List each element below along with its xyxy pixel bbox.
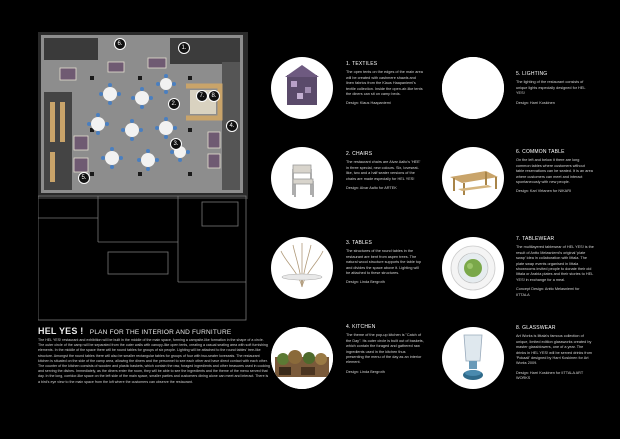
tables-credit: Design: Linda Bergroth	[346, 280, 385, 285]
tablewear-title: 7. TABLEWEAR	[516, 236, 555, 242]
tablewear-credit: Concept Design: Antto Melasniemi for IITTALA	[516, 287, 580, 297]
textiles-credit: Design: Klaus Haapaniemi	[346, 101, 391, 106]
chairs-credit: Design: Alvar Aalto for ARTEK	[346, 186, 397, 191]
callout-6: 6.	[114, 38, 126, 50]
kitchen-image	[271, 327, 333, 389]
tablewear-body: The multilayered tablewear of HEL YES! is the result of Antto Melasniemi's original 'plate swap' idea in collaboration with Iittala. The plate swap events organised in Iittala showrooms invited people to donate their old Iittala or Arabia plates and their stories to HEL YES! in exchange for a meal.	[516, 245, 594, 282]
glasswear-title: 8. GLASSWEAR	[516, 325, 556, 331]
lighting-body: The lighting of the restaurant consists of unique lights especially designed for HEL YES!	[516, 80, 586, 96]
lighting-title: 5. LIGHTING	[516, 71, 548, 77]
kitchen-body: The theme of the pop-up kitchen is "Catch of the Day". Its outer circle is built out of baskets, which contain the foraged and gathered raw ingredients used in the kitchen thus presenting the menu of the day as an interior element.	[346, 333, 424, 365]
textiles-body: The open tents on the edges of the main area will be created with cashmere shawls and linen fabrics from the Klaus Haapaniemi's textile collection. Inside the open-air-like tents the diners can sit on camp beds.	[346, 70, 423, 97]
glasswear-text	[516, 326, 594, 382]
tables-text	[346, 241, 424, 286]
plan-description: The HEL YES! restaurant and exhibition will be built in the middle of the main space, forming a campsite-like formation in the shape of a circle. The outer circle of the camp will be separated from the outer walls with canopy-like open tents, creating a casual seating area with soft furnishing elements. In the middle of the space there will be round tables for groups of six people. Lighting will be attached to the round tables' tree-like structure. Amongst the round tables there will also be smaller rectangular tables for groups of four with two-seater loveseats. The restaurant kitchen is situated on the side of the camp area, allowing the diners and the personnel to see each other and have direct contact with each other. The counter of the kitchen consists of wooden and plastic baskets, which contain the raw, foraged ingredients and other treasures used in cooking and serving the dishes. Immediately, as the diners enter the room, they will be able to see the ingredients and the theme of the menu served that day. In the long, corridor-like space on the left side of the main space, smaller parties and customers dining alone can meet and interact. There is a bird's eye view to the main space from the loft where the customers can observe the restaurant.	[38, 338, 270, 384]
callout-8: 8.	[208, 90, 220, 102]
textiles-text	[346, 62, 424, 107]
glasswear-credit: Design: Harri Koskinen for IITTALA ART WORKS	[516, 370, 584, 381]
page-title	[38, 326, 268, 336]
textiles-title: 1. TEXTILES	[346, 61, 378, 67]
tables-body: The structures of the round tables in the restaurant are bent from aspen trees. The natural wood structure supports the table top and divides the space above it. Lighting will be attached to these structures.	[346, 249, 422, 276]
callout-5: 5.	[78, 172, 90, 184]
common-table-image	[442, 147, 504, 209]
chairs-image	[271, 147, 333, 209]
kitchen-title: 4. KITCHEN	[346, 324, 376, 330]
callout-3: 3.	[170, 138, 182, 150]
chairs-body: The restaurant chairs are Alvar Aalto's 'HEE' in three special, new colours. Six, loveseat-like, two and a half seater versions of the chairs are made especially for HEL YES!	[346, 160, 421, 181]
glasswear-body: Art Works is Iittala's famous collection of unique, limited edition glassworks created by master glassblowers, one of a year. The drinks in HEL YES! will be served drinks from 'Pokaali' designed by Harri Koskinen for Art Works 2009.	[516, 334, 592, 366]
common-table-text	[516, 150, 594, 195]
title-main: HEL YES !	[38, 326, 84, 336]
floor-plan	[38, 32, 248, 324]
common-table-body: On the left and below it there are long common tables where customers without table reservations can be seated. It is an area where customers can meet and interact spontaneously with new people.	[516, 158, 593, 185]
glasswear-image	[442, 327, 504, 389]
lighting-credit: Design: Harri Koskinen	[516, 100, 555, 105]
lighting-text	[516, 72, 594, 106]
tablewear-image	[442, 237, 504, 299]
callout-7: 7.	[196, 90, 208, 102]
common-table-title: 6. COMMON TABLE	[516, 149, 565, 155]
tables-title: 3. TABLES	[346, 240, 373, 246]
kitchen-credit: Design: Linda Bergroth	[346, 369, 385, 374]
textiles-image	[271, 57, 333, 119]
tables-image	[271, 237, 333, 299]
kitchen-text	[346, 325, 424, 375]
callout-1: 1.	[178, 42, 190, 54]
chairs-title: 2. CHAIRS	[346, 151, 373, 157]
chairs-text	[346, 152, 424, 191]
lighting-image	[442, 57, 504, 119]
callout-2: 2.	[168, 98, 180, 110]
callout-4: 4.	[226, 120, 238, 132]
tablewear-text	[516, 237, 594, 298]
common-table-credit: Design: Kari Virtanen for NIKARI	[516, 189, 572, 194]
floor-plan-drawing	[38, 32, 248, 324]
title-sub: PLAN FOR THE INTERIOR AND FURNITURE	[89, 329, 232, 336]
